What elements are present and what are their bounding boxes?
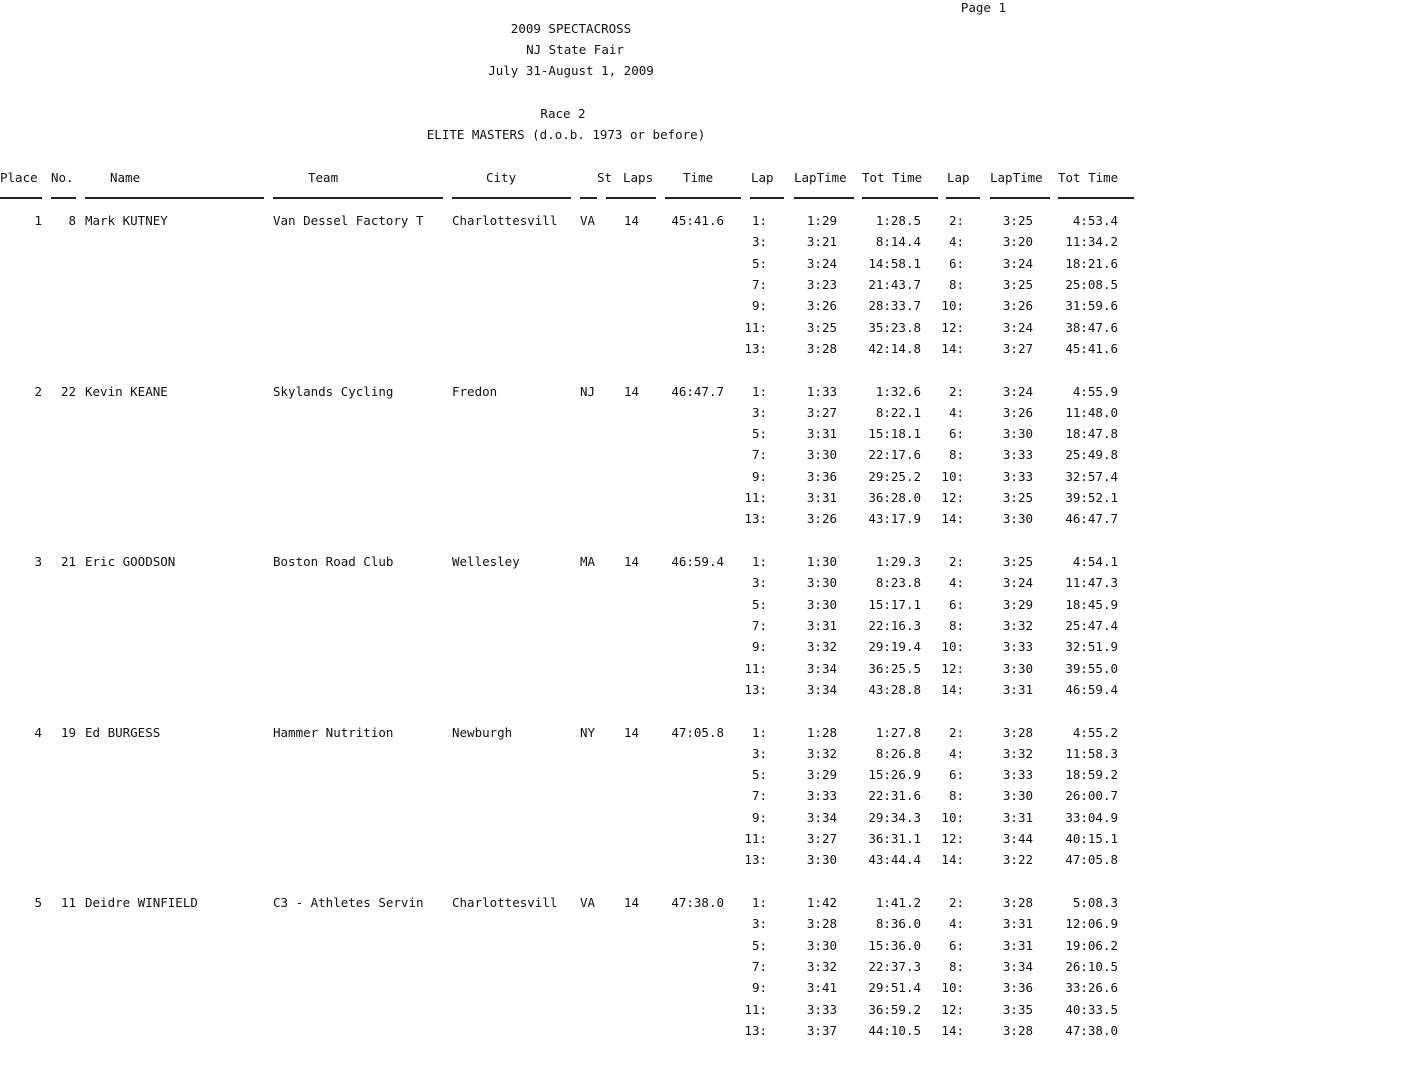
lap-time: 3:32 — [1002, 617, 1033, 633]
total-time: 22:16.3 — [868, 617, 921, 633]
lap-time: 3:22 — [1002, 852, 1033, 868]
lap-time: 3:32 — [806, 745, 837, 761]
lap-time: 3:26 — [1002, 298, 1033, 314]
lap-time: 3:27 — [1002, 340, 1033, 356]
rule-place — [0, 197, 42, 199]
lap-number: 4: — [948, 916, 964, 932]
lap-time: 3:33 — [1002, 639, 1033, 655]
total-time: 29:25.2 — [868, 468, 921, 484]
total-time: 15:18.1 — [868, 426, 921, 442]
total-time: 29:19.4 — [868, 639, 921, 655]
rider-time: 45:41.6 — [671, 213, 724, 228]
lap-time: 3:33 — [806, 1001, 837, 1017]
rider-city: Wellesley — [452, 554, 520, 569]
lap-number: 14: — [941, 681, 964, 697]
lap-number: 2: — [948, 383, 964, 399]
col-no: No. — [51, 170, 74, 185]
rider-time: 47:05.8 — [671, 724, 724, 740]
col-st: St — [597, 170, 613, 185]
lap-number: 13: — [744, 340, 767, 356]
total-time: 15:17.1 — [868, 596, 921, 612]
total-time: 47:38.0 — [1065, 1022, 1118, 1038]
rider-place: 4 — [34, 724, 42, 740]
lap-time: 3:24 — [1002, 255, 1033, 271]
total-time: 18:59.2 — [1065, 767, 1118, 783]
rule-lap-a — [750, 197, 784, 199]
lap-number: 9: — [751, 809, 767, 825]
lap-time: 1:29 — [806, 213, 837, 228]
total-time: 22:37.3 — [868, 958, 921, 974]
total-time: 18:21.6 — [1065, 255, 1118, 271]
lap-number: 12: — [941, 490, 964, 505]
total-time: 39:52.1 — [1065, 490, 1118, 505]
rule-st — [580, 197, 597, 199]
lap-time: 3:44 — [1002, 831, 1033, 846]
rider-team: Skylands Cycling — [273, 383, 394, 399]
rider-laps: 14 — [623, 554, 639, 569]
total-time: 22:31.6 — [868, 788, 921, 804]
lap-number: 13: — [744, 1022, 767, 1038]
rider-place: 3 — [34, 554, 42, 569]
lap-time: 3:25 — [806, 319, 837, 335]
total-time: 33:04.9 — [1065, 809, 1118, 825]
lap-number: 8: — [948, 788, 964, 804]
lap-time: 3:28 — [1002, 895, 1033, 910]
total-time: 46:47.7 — [1065, 511, 1118, 527]
rule-city — [452, 197, 571, 199]
lap-time: 3:41 — [806, 980, 837, 996]
rider-number: 21 — [60, 554, 76, 569]
lap-number: 13: — [744, 681, 767, 697]
rider-laps: 14 — [623, 213, 639, 228]
lap-number: 3: — [751, 575, 767, 591]
lap-time: 3:25 — [1002, 213, 1033, 228]
lap-time: 3:32 — [806, 958, 837, 974]
lap-time: 3:24 — [806, 255, 837, 271]
col-place: Place — [0, 170, 38, 185]
lap-number: 9: — [751, 980, 767, 996]
col-time: Time — [683, 170, 714, 185]
lap-time: 3:36 — [1002, 980, 1033, 996]
lap-time: 3:35 — [1002, 1001, 1033, 1017]
lap-number: 6: — [948, 767, 964, 783]
lap-time: 3:28 — [806, 340, 837, 356]
total-time: 8:26.8 — [875, 745, 921, 761]
lap-time: 3:28 — [1002, 724, 1033, 740]
lap-number: 5: — [751, 767, 767, 783]
rider-laps: 14 — [623, 383, 639, 399]
lap-time: 3:24 — [1002, 383, 1033, 399]
page-number: Page 1 — [960, 0, 1006, 15]
lap-number: 10: — [941, 809, 964, 825]
col-lap-a: Lap — [751, 170, 774, 185]
lap-number: 4: — [948, 575, 964, 591]
lap-number: 9: — [751, 468, 767, 484]
lap-number: 5: — [751, 426, 767, 442]
rider-state: NJ — [580, 383, 596, 399]
col-lap-b: Lap — [947, 170, 970, 185]
rider-time: 46:47.7 — [671, 383, 724, 399]
lap-time: 3:27 — [806, 404, 837, 420]
lap-number: 4: — [948, 234, 964, 250]
rider-number: 22 — [60, 383, 76, 399]
lap-time: 3:33 — [1002, 767, 1033, 783]
total-time: 15:36.0 — [868, 937, 921, 953]
lap-number: 5: — [751, 596, 767, 612]
lap-time: 3:26 — [806, 298, 837, 314]
total-time: 4:54.1 — [1072, 554, 1118, 569]
total-time: 31:59.6 — [1065, 298, 1118, 314]
total-time: 11:34.2 — [1065, 234, 1118, 250]
total-time: 43:28.8 — [868, 681, 921, 697]
lap-number: 3: — [751, 404, 767, 420]
lap-number: 12: — [941, 319, 964, 335]
lap-number: 10: — [941, 980, 964, 996]
lap-number: 3: — [751, 745, 767, 761]
total-time: 36:25.5 — [868, 660, 921, 676]
total-time: 25:47.4 — [1065, 617, 1118, 633]
lap-number: 6: — [948, 937, 964, 953]
rider-name: Deidre WINFIELD — [85, 895, 198, 910]
lap-number: 14: — [941, 340, 964, 356]
rule-laps — [606, 197, 656, 199]
lap-time: 3:34 — [806, 681, 837, 697]
event-title: 2009 SPECTACROSS — [510, 21, 632, 36]
lap-time: 3:33 — [806, 788, 837, 804]
lap-number: 7: — [751, 958, 767, 974]
lap-number: 10: — [941, 298, 964, 314]
lap-number: 5: — [751, 255, 767, 271]
total-time: 1:27.8 — [875, 724, 921, 740]
lap-time: 3:26 — [1002, 404, 1033, 420]
total-time: 26:00.7 — [1065, 788, 1118, 804]
lap-number: 12: — [941, 831, 964, 846]
total-time: 1:32.6 — [875, 383, 921, 399]
total-time: 25:49.8 — [1065, 447, 1118, 463]
col-team: Team — [308, 170, 339, 185]
lap-number: 2: — [948, 724, 964, 740]
total-time: 8:36.0 — [875, 916, 921, 932]
total-time: 47:05.8 — [1065, 852, 1118, 868]
rider-place: 1 — [34, 213, 42, 228]
lap-number: 4: — [948, 745, 964, 761]
rider-state: NY — [580, 724, 596, 740]
lap-number: 13: — [744, 511, 767, 527]
rider-city: Charlottesvill — [452, 213, 558, 228]
lap-time: 3:31 — [1002, 937, 1033, 953]
lap-time: 3:34 — [1002, 958, 1033, 974]
total-time: 18:45.9 — [1065, 596, 1118, 612]
lap-number: 8: — [948, 276, 964, 292]
lap-time: 3:20 — [1002, 234, 1033, 250]
lap-number: 11: — [744, 319, 767, 335]
total-time: 1:41.2 — [875, 895, 921, 910]
lap-time: 3:28 — [1002, 1022, 1033, 1038]
rider-place: 2 — [34, 383, 42, 399]
total-time: 4:55.2 — [1072, 724, 1118, 740]
lap-number: 2: — [948, 895, 964, 910]
rule-laptime-a — [794, 197, 854, 199]
rule-name — [85, 197, 264, 199]
total-time: 36:59.2 — [868, 1001, 921, 1017]
rider-state: VA — [580, 895, 596, 910]
lap-time: 3:31 — [806, 426, 837, 442]
total-time: 8:14.4 — [875, 234, 921, 250]
total-time: 44:10.5 — [868, 1022, 921, 1038]
lap-time: 3:28 — [806, 916, 837, 932]
rule-lap-b — [946, 197, 980, 199]
lap-time: 3:32 — [1002, 745, 1033, 761]
lap-number: 2: — [948, 554, 964, 569]
lap-number: 1: — [751, 213, 767, 228]
rider-laps: 14 — [623, 724, 639, 740]
total-time: 4:55.9 — [1072, 383, 1118, 399]
lap-number: 7: — [751, 447, 767, 463]
lap-number: 10: — [941, 639, 964, 655]
total-time: 40:15.1 — [1065, 831, 1118, 846]
rider-name: Mark KUTNEY — [85, 213, 168, 228]
lap-time: 3:27 — [806, 831, 837, 846]
total-time: 42:14.8 — [868, 340, 921, 356]
lap-time: 3:29 — [1002, 596, 1033, 612]
rule-team — [273, 197, 443, 199]
rule-tottime-a — [862, 197, 938, 199]
total-time: 32:51.9 — [1065, 639, 1118, 655]
total-time: 11:58.3 — [1065, 745, 1118, 761]
rider-number: 8 — [68, 213, 76, 228]
lap-number: 5: — [751, 937, 767, 953]
lap-number: 11: — [744, 490, 767, 505]
lap-number: 9: — [751, 298, 767, 314]
lap-number: 7: — [751, 617, 767, 633]
lap-time: 3:30 — [806, 596, 837, 612]
total-time: 43:44.4 — [868, 852, 921, 868]
rider-name: Kevin KEANE — [85, 383, 168, 399]
lap-time: 1:33 — [806, 383, 837, 399]
lap-number: 12: — [941, 660, 964, 676]
rider-state: VA — [580, 213, 596, 228]
total-time: 28:33.7 — [868, 298, 921, 314]
lap-time: 3:29 — [806, 767, 837, 783]
rider-number: 11 — [60, 895, 76, 910]
rider-team: C3 - Athletes Servin — [273, 895, 424, 910]
lap-time: 3:30 — [806, 937, 837, 953]
lap-time: 3:36 — [806, 468, 837, 484]
col-tottime-a: Tot Time — [862, 170, 923, 185]
race-name: Race 2 — [540, 106, 586, 121]
lap-time: 3:31 — [1002, 681, 1033, 697]
lap-time: 3:30 — [806, 852, 837, 868]
lap-time: 3:24 — [1002, 319, 1033, 335]
rule-laptime-b — [990, 197, 1050, 199]
lap-number: 11: — [744, 660, 767, 676]
rule-no — [51, 197, 76, 199]
total-time: 33:26.6 — [1065, 980, 1118, 996]
total-time: 26:10.5 — [1065, 958, 1118, 974]
total-time: 14:58.1 — [868, 255, 921, 271]
lap-number: 11: — [744, 1001, 767, 1017]
lap-number: 13: — [744, 852, 767, 868]
total-time: 21:43.7 — [868, 276, 921, 292]
col-city: City — [486, 170, 517, 185]
lap-time: 3:25 — [1002, 276, 1033, 292]
lap-number: 6: — [948, 596, 964, 612]
lap-time: 3:30 — [806, 447, 837, 463]
col-laptime-a: LapTime — [794, 170, 847, 185]
lap-number: 6: — [948, 426, 964, 442]
event-venue: NJ State Fair — [526, 42, 624, 57]
total-time: 11:47.3 — [1065, 575, 1118, 591]
col-name: Name — [110, 170, 141, 185]
total-time: 4:53.4 — [1072, 213, 1118, 228]
lap-number: 8: — [948, 617, 964, 633]
lap-time: 3:30 — [1002, 660, 1033, 676]
lap-number: 3: — [751, 234, 767, 250]
lap-time: 3:37 — [806, 1022, 837, 1038]
event-dates: July 31-August 1, 2009 — [488, 63, 654, 78]
total-time: 36:31.1 — [868, 831, 921, 846]
rule-time — [665, 197, 741, 199]
lap-time: 3:32 — [806, 639, 837, 655]
lap-number: 2: — [948, 213, 964, 228]
rider-laps: 14 — [623, 895, 639, 910]
lap-number: 12: — [941, 1001, 964, 1017]
lap-number: 1: — [751, 554, 767, 569]
total-time: 22:17.6 — [868, 447, 921, 463]
total-time: 36:28.0 — [868, 490, 921, 505]
rider-team: Hammer Nutrition — [273, 724, 394, 740]
col-laptime-b: LapTime — [990, 170, 1043, 185]
rider-name: Ed BURGESS — [85, 724, 161, 740]
lap-number: 14: — [941, 1022, 964, 1038]
total-time: 19:06.2 — [1065, 937, 1118, 953]
lap-number: 1: — [751, 724, 767, 740]
total-time: 45:41.6 — [1065, 340, 1118, 356]
lap-number: 8: — [948, 958, 964, 974]
total-time: 1:29.3 — [875, 554, 921, 569]
total-time: 29:34.3 — [868, 809, 921, 825]
total-time: 25:08.5 — [1065, 276, 1118, 292]
lap-number: 6: — [948, 255, 964, 271]
lap-time: 3:26 — [806, 511, 837, 527]
lap-number: 8: — [948, 447, 964, 463]
lap-number: 1: — [751, 383, 767, 399]
col-laps: Laps — [623, 170, 654, 185]
rule-tottime-b — [1058, 197, 1134, 199]
total-time: 15:26.9 — [868, 767, 921, 783]
lap-time: 3:33 — [1002, 468, 1033, 484]
lap-time: 3:25 — [1002, 490, 1033, 505]
total-time: 8:23.8 — [875, 575, 921, 591]
total-time: 46:59.4 — [1065, 681, 1118, 697]
total-time: 18:47.8 — [1065, 426, 1118, 442]
total-time: 11:48.0 — [1065, 404, 1118, 420]
rider-city: Charlottesvill — [452, 895, 558, 910]
rider-team: Boston Road Club — [273, 554, 394, 569]
lap-time: 3:31 — [806, 490, 837, 505]
total-time: 35:23.8 — [868, 319, 921, 335]
lap-time: 1:30 — [806, 554, 837, 569]
total-time: 29:51.4 — [868, 980, 921, 996]
lap-number: 3: — [751, 916, 767, 932]
lap-time: 3:30 — [806, 575, 837, 591]
lap-number: 1: — [751, 895, 767, 910]
total-time: 12:06.9 — [1065, 916, 1118, 932]
rider-time: 46:59.4 — [671, 554, 724, 569]
total-time: 8:22.1 — [875, 404, 921, 420]
total-time: 5:08.3 — [1072, 895, 1118, 910]
race-category: ELITE MASTERS (d.o.b. 1973 or before) — [426, 127, 706, 142]
lap-time: 1:28 — [806, 724, 837, 740]
lap-number: 14: — [941, 852, 964, 868]
lap-time: 3:30 — [1002, 788, 1033, 804]
lap-time: 3:30 — [1002, 511, 1033, 527]
rider-team: Van Dessel Factory T — [273, 213, 424, 228]
rider-time: 47:38.0 — [671, 895, 724, 910]
lap-number: 14: — [941, 511, 964, 527]
total-time: 39:55.0 — [1065, 660, 1118, 676]
lap-time: 3:33 — [1002, 447, 1033, 463]
total-time: 1:28.5 — [875, 213, 921, 228]
lap-time: 3:24 — [1002, 575, 1033, 591]
rider-name: Eric GOODSON — [85, 554, 176, 569]
rider-city: Fredon — [452, 383, 498, 399]
lap-number: 4: — [948, 404, 964, 420]
total-time: 32:57.4 — [1065, 468, 1118, 484]
lap-time: 1:42 — [806, 895, 837, 910]
lap-number: 9: — [751, 639, 767, 655]
rider-number: 19 — [60, 724, 76, 740]
lap-time: 3:23 — [806, 276, 837, 292]
col-tottime-b: Tot Time — [1058, 170, 1119, 185]
rider-state: MA — [580, 554, 596, 569]
lap-time: 3:34 — [806, 660, 837, 676]
lap-time: 3:31 — [1002, 809, 1033, 825]
total-time: 43:17.9 — [868, 511, 921, 527]
rider-place: 5 — [34, 895, 42, 910]
lap-time: 3:25 — [1002, 554, 1033, 569]
total-time: 38:47.6 — [1065, 319, 1118, 335]
rider-city: Newburgh — [452, 724, 513, 740]
lap-time: 3:21 — [806, 234, 837, 250]
lap-number: 7: — [751, 788, 767, 804]
lap-time: 3:31 — [1002, 916, 1033, 932]
lap-number: 7: — [751, 276, 767, 292]
lap-time: 3:30 — [1002, 426, 1033, 442]
total-time: 40:33.5 — [1065, 1001, 1118, 1017]
lap-number: 10: — [941, 468, 964, 484]
lap-time: 3:31 — [806, 617, 837, 633]
lap-time: 3:34 — [806, 809, 837, 825]
lap-number: 11: — [744, 831, 767, 846]
